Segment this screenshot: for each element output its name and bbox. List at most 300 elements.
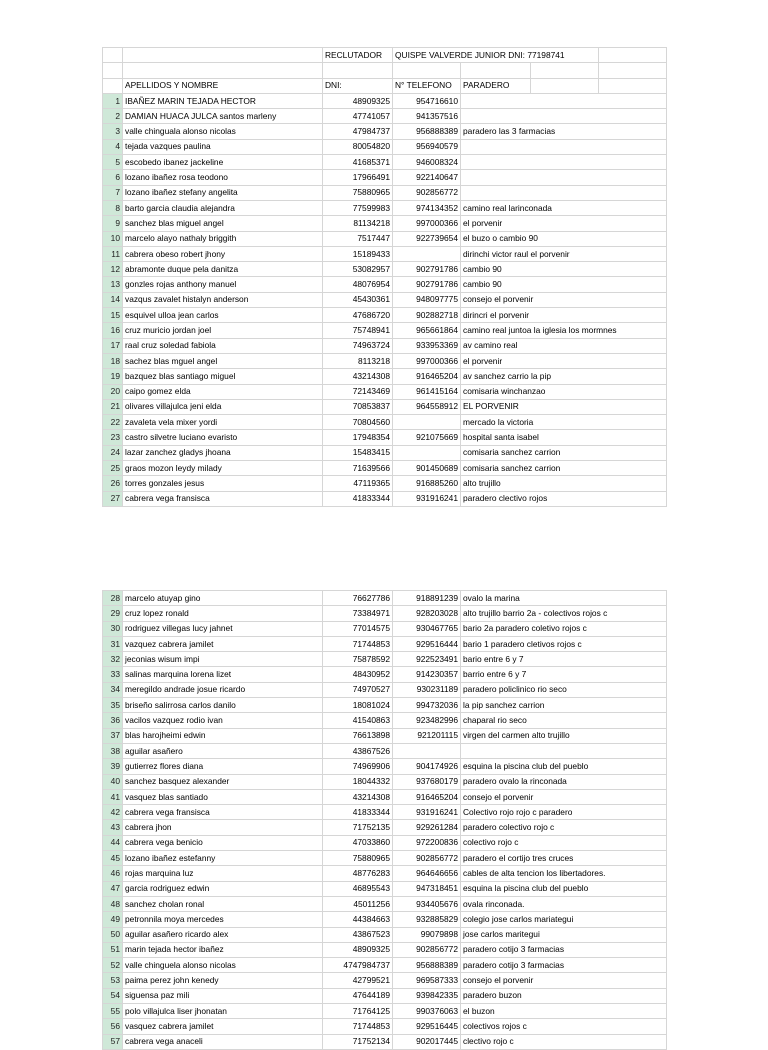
name-cell[interactable]: gutierrez flores diana — [123, 759, 323, 774]
name-cell[interactable]: IBAÑEZ MARIN TEJADA HECTOR — [123, 93, 323, 108]
phone-cell[interactable]: 922140647 — [393, 170, 461, 185]
phone-cell[interactable]: 922523491 — [393, 652, 461, 667]
dni-cell[interactable]: 43214308 — [323, 789, 393, 804]
dni-cell[interactable]: 72143469 — [323, 384, 393, 399]
row-number-cell[interactable]: 36 — [103, 713, 123, 728]
dni-cell[interactable]: 41833344 — [323, 805, 393, 820]
name-cell[interactable]: garcia rodriguez edwin — [123, 881, 323, 896]
phone-cell[interactable]: 933953369 — [393, 338, 461, 353]
name-cell[interactable]: marin tejada hector ibañez — [123, 942, 323, 957]
name-cell[interactable]: cabrera vega fransisca — [123, 805, 323, 820]
paradero-cell[interactable]: bario 1 paradero cletivos rojos c — [461, 636, 667, 651]
row-number-cell[interactable]: 29 — [103, 606, 123, 621]
dni-cell[interactable]: 73384971 — [323, 606, 393, 621]
name-cell[interactable]: jeconias wisum impi — [123, 652, 323, 667]
dni-cell[interactable]: 48909325 — [323, 93, 393, 108]
paradero-cell[interactable]: esquina la piscina club del pueblo — [461, 759, 667, 774]
header-telefono[interactable]: N° TELEFONO — [393, 78, 461, 93]
name-cell[interactable]: vasquez blas santiado — [123, 789, 323, 804]
phone-cell[interactable]: 990376063 — [393, 1004, 461, 1019]
phone-cell[interactable]: 916465204 — [393, 789, 461, 804]
phone-cell[interactable] — [393, 445, 461, 460]
paradero-cell[interactable]: camino real larinconada — [461, 200, 667, 215]
name-cell[interactable]: aguilar asañero ricardo alex — [123, 927, 323, 942]
paradero-cell[interactable]: paradero buzon — [461, 988, 667, 1003]
cell[interactable] — [393, 63, 461, 78]
dni-cell[interactable]: 76627786 — [323, 591, 393, 606]
phone-cell[interactable]: 948097775 — [393, 292, 461, 307]
header-nombre[interactable]: APELLIDOS Y NOMBRE — [123, 78, 323, 93]
dni-cell[interactable]: 80054820 — [323, 139, 393, 154]
name-cell[interactable]: lazar zanchez gladys jhoana — [123, 445, 323, 460]
row-number-cell[interactable]: 6 — [103, 170, 123, 185]
paradero-cell[interactable]: el porvenir — [461, 216, 667, 231]
phone-cell[interactable]: 902856772 — [393, 942, 461, 957]
dni-cell[interactable]: 48909325 — [323, 942, 393, 957]
cell[interactable] — [103, 48, 123, 63]
paradero-cell[interactable] — [461, 170, 667, 185]
row-number-cell[interactable]: 25 — [103, 461, 123, 476]
phone-cell[interactable]: 997000366 — [393, 216, 461, 231]
dni-cell[interactable]: 42799521 — [323, 973, 393, 988]
name-cell[interactable]: sanchez cholan ronal — [123, 896, 323, 911]
name-cell[interactable]: cabrera vega benicio — [123, 835, 323, 850]
name-cell[interactable]: briseño salirrosa carlos danilo — [123, 698, 323, 713]
name-cell[interactable]: torres gonzales jesus — [123, 476, 323, 491]
paradero-cell[interactable]: comisaria sanchez carrion — [461, 445, 667, 460]
name-cell[interactable]: graos mozon leydy milady — [123, 461, 323, 476]
phone-cell[interactable]: 904174926 — [393, 759, 461, 774]
cell[interactable] — [103, 63, 123, 78]
name-cell[interactable]: rodriguez villegas lucy jahnet — [123, 621, 323, 636]
dni-cell[interactable]: 70804560 — [323, 415, 393, 430]
dni-cell[interactable]: 41540863 — [323, 713, 393, 728]
name-cell[interactable]: cruz lopez ronald — [123, 606, 323, 621]
name-cell[interactable]: siguensa paz mili — [123, 988, 323, 1003]
paradero-cell[interactable]: paradero cotijo 3 farmacias — [461, 942, 667, 957]
dni-cell[interactable]: 74970527 — [323, 682, 393, 697]
phone-cell[interactable]: 901450689 — [393, 461, 461, 476]
paradero-cell[interactable]: paradero cotijo 3 farmacias — [461, 958, 667, 973]
row-number-cell[interactable]: 34 — [103, 682, 123, 697]
paradero-cell[interactable]: clectivo rojo c — [461, 1034, 667, 1049]
paradero-cell[interactable]: paradero el cortijo tres cruces — [461, 851, 667, 866]
paradero-cell[interactable]: colectivos rojos c — [461, 1019, 667, 1034]
phone-cell[interactable]: 931916241 — [393, 805, 461, 820]
name-cell[interactable]: sachez blas mguel angel — [123, 353, 323, 368]
row-number-cell[interactable]: 46 — [103, 866, 123, 881]
cell[interactable] — [461, 63, 531, 78]
name-cell[interactable]: vasquez cabrera jamilet — [123, 1019, 323, 1034]
dni-cell[interactable]: 47644189 — [323, 988, 393, 1003]
phone-cell[interactable]: 932885829 — [393, 912, 461, 927]
paradero-cell[interactable]: paradero policlinico rio seco — [461, 682, 667, 697]
paradero-cell[interactable]: alto trujillo — [461, 476, 667, 491]
dni-cell[interactable]: 74963724 — [323, 338, 393, 353]
row-number-cell[interactable]: 4 — [103, 139, 123, 154]
paradero-cell[interactable]: consejo el porvenir — [461, 973, 667, 988]
name-cell[interactable]: gonzles rojas anthony manuel — [123, 277, 323, 292]
dni-cell[interactable]: 17966491 — [323, 170, 393, 185]
recruiter-name[interactable]: QUISPE VALVERDE JUNIOR DNI: 77198741 — [393, 48, 599, 63]
phone-cell[interactable] — [393, 246, 461, 261]
dni-cell[interactable]: 46895543 — [323, 881, 393, 896]
phone-cell[interactable]: 941357516 — [393, 109, 461, 124]
name-cell[interactable]: barto garcia claudia alejandra — [123, 200, 323, 215]
paradero-cell[interactable]: mercado la victoria — [461, 415, 667, 430]
phone-cell[interactable]: 921075669 — [393, 430, 461, 445]
dni-cell[interactable]: 81134218 — [323, 216, 393, 231]
cell[interactable] — [599, 78, 667, 93]
row-number-cell[interactable]: 49 — [103, 912, 123, 927]
dni-cell[interactable]: 45430361 — [323, 292, 393, 307]
name-cell[interactable]: marcelo alayo nathaly briggith — [123, 231, 323, 246]
name-cell[interactable]: raal cruz soledad fabiola — [123, 338, 323, 353]
paradero-cell[interactable]: el buzo o cambio 90 — [461, 231, 667, 246]
row-number-cell[interactable]: 54 — [103, 988, 123, 1003]
phone-cell[interactable]: 916885260 — [393, 476, 461, 491]
dni-cell[interactable]: 71764125 — [323, 1004, 393, 1019]
dni-cell[interactable]: 75880965 — [323, 851, 393, 866]
phone-cell[interactable]: 974134352 — [393, 200, 461, 215]
name-cell[interactable]: castro silvetre luciano evaristo — [123, 430, 323, 445]
row-number-cell[interactable]: 19 — [103, 369, 123, 384]
dni-cell[interactable]: 47033860 — [323, 835, 393, 850]
row-number-cell[interactable]: 57 — [103, 1034, 123, 1049]
row-number-cell[interactable]: 16 — [103, 323, 123, 338]
row-number-cell[interactable]: 18 — [103, 353, 123, 368]
name-cell[interactable]: vacilos vazquez rodio ivan — [123, 713, 323, 728]
row-number-cell[interactable]: 11 — [103, 246, 123, 261]
paradero-cell[interactable]: chaparal rio seco — [461, 713, 667, 728]
row-number-cell[interactable]: 35 — [103, 698, 123, 713]
dni-cell[interactable]: 7517447 — [323, 231, 393, 246]
paradero-cell[interactable]: paradero ovalo la rinconada — [461, 774, 667, 789]
row-number-cell[interactable]: 20 — [103, 384, 123, 399]
dni-cell[interactable]: 75880965 — [323, 185, 393, 200]
paradero-cell[interactable]: cambio 90 — [461, 277, 667, 292]
row-number-cell[interactable]: 22 — [103, 415, 123, 430]
cell[interactable] — [599, 63, 667, 78]
dni-cell[interactable]: 48430952 — [323, 667, 393, 682]
dni-cell[interactable]: 43214308 — [323, 369, 393, 384]
row-number-cell[interactable]: 8 — [103, 200, 123, 215]
dni-cell[interactable]: 18044332 — [323, 774, 393, 789]
name-cell[interactable]: marcelo atuyap gino — [123, 591, 323, 606]
name-cell[interactable]: cabrera vega fransisca — [123, 491, 323, 506]
name-cell[interactable]: sanchez basquez alexander — [123, 774, 323, 789]
dni-cell[interactable]: 17948354 — [323, 430, 393, 445]
phone-cell[interactable]: 922739654 — [393, 231, 461, 246]
cell[interactable] — [599, 48, 667, 63]
phone-cell[interactable]: 969587333 — [393, 973, 461, 988]
paradero-cell[interactable]: el buzon — [461, 1004, 667, 1019]
row-number-cell[interactable]: 26 — [103, 476, 123, 491]
phone-cell[interactable]: 902791786 — [393, 262, 461, 277]
name-cell[interactable]: valle chinguela alonso nicolas — [123, 958, 323, 973]
name-cell[interactable]: blas harojheimi edwin — [123, 728, 323, 743]
row-number-cell[interactable]: 33 — [103, 667, 123, 682]
dni-cell[interactable]: 18081024 — [323, 698, 393, 713]
paradero-cell[interactable]: comisaria sanchez carrion — [461, 461, 667, 476]
name-cell[interactable]: valle chinguala alonso nicolas — [123, 124, 323, 139]
phone-cell[interactable]: 954716610 — [393, 93, 461, 108]
cell[interactable] — [323, 63, 393, 78]
dni-cell[interactable]: 43867526 — [323, 743, 393, 758]
name-cell[interactable]: meregildo andrade josue ricardo — [123, 682, 323, 697]
paradero-cell[interactable]: la pip sanchez carrion — [461, 698, 667, 713]
name-cell[interactable]: polo villajulca liser jhonatan — [123, 1004, 323, 1019]
dni-cell[interactable]: 41685371 — [323, 155, 393, 170]
paradero-cell[interactable]: esquina la piscina club del pueblo — [461, 881, 667, 896]
name-cell[interactable]: lozano ibañez rosa teodono — [123, 170, 323, 185]
phone-cell[interactable]: 956940579 — [393, 139, 461, 154]
dni-cell[interactable]: 41833344 — [323, 491, 393, 506]
dni-cell[interactable]: 75878592 — [323, 652, 393, 667]
phone-cell[interactable]: 934405676 — [393, 896, 461, 911]
name-cell[interactable]: vazqus zavalet histalyn anderson — [123, 292, 323, 307]
row-number-cell[interactable]: 42 — [103, 805, 123, 820]
dni-cell[interactable]: 8113218 — [323, 353, 393, 368]
phone-cell[interactable]: 994732036 — [393, 698, 461, 713]
dni-cell[interactable]: 4747984737 — [323, 958, 393, 973]
phone-cell[interactable]: 916465204 — [393, 369, 461, 384]
row-number-cell[interactable]: 38 — [103, 743, 123, 758]
name-cell[interactable]: abramonte duque pela danitza — [123, 262, 323, 277]
paradero-cell[interactable]: virgen del carmen alto trujillo — [461, 728, 667, 743]
row-number-cell[interactable]: 27 — [103, 491, 123, 506]
name-cell[interactable]: cabrera obeso robert jhony — [123, 246, 323, 261]
phone-cell[interactable]: 902882718 — [393, 308, 461, 323]
row-number-cell[interactable]: 47 — [103, 881, 123, 896]
phone-cell[interactable]: 902856772 — [393, 185, 461, 200]
dni-cell[interactable]: 76613898 — [323, 728, 393, 743]
paradero-cell[interactable]: barrio entre 6 y 7 — [461, 667, 667, 682]
phone-cell[interactable]: 902017445 — [393, 1034, 461, 1049]
row-number-cell[interactable]: 14 — [103, 292, 123, 307]
row-number-cell[interactable]: 10 — [103, 231, 123, 246]
phone-cell[interactable]: 930231189 — [393, 682, 461, 697]
paradero-cell[interactable]: alto trujillo barrio 2a - colectivos rojos c — [461, 606, 667, 621]
phone-cell[interactable]: 929516445 — [393, 1019, 461, 1034]
phone-cell[interactable]: 956888389 — [393, 124, 461, 139]
paradero-cell[interactable]: hospital santa isabel — [461, 430, 667, 445]
name-cell[interactable]: escobedo ibanez jackeline — [123, 155, 323, 170]
paradero-cell[interactable]: paradero clectivo rojos — [461, 491, 667, 506]
paradero-cell[interactable] — [461, 743, 667, 758]
cell[interactable] — [531, 63, 599, 78]
dni-cell[interactable]: 71639566 — [323, 461, 393, 476]
name-cell[interactable]: petronnila moya mercedes — [123, 912, 323, 927]
paradero-cell[interactable] — [461, 109, 667, 124]
row-number-cell[interactable]: 17 — [103, 338, 123, 353]
phone-cell[interactable]: 946008324 — [393, 155, 461, 170]
paradero-cell[interactable]: colegio jose carlos mariategui — [461, 912, 667, 927]
phone-cell[interactable]: 929261284 — [393, 820, 461, 835]
phone-cell[interactable]: 902791786 — [393, 277, 461, 292]
paradero-cell[interactable] — [461, 139, 667, 154]
phone-cell[interactable]: 997000366 — [393, 353, 461, 368]
name-cell[interactable]: salinas marquina lorena lizet — [123, 667, 323, 682]
dni-cell[interactable]: 53082957 — [323, 262, 393, 277]
row-number-cell[interactable]: 30 — [103, 621, 123, 636]
dni-cell[interactable]: 43867523 — [323, 927, 393, 942]
cell[interactable] — [123, 48, 323, 63]
paradero-cell[interactable]: paradero las 3 farmacias — [461, 124, 667, 139]
dni-cell[interactable]: 75748941 — [323, 323, 393, 338]
dni-cell[interactable]: 47686720 — [323, 308, 393, 323]
name-cell[interactable]: zavaleta vela mixer yordi — [123, 415, 323, 430]
name-cell[interactable]: cruz muricio jordan joel — [123, 323, 323, 338]
name-cell[interactable]: cabrera jhon — [123, 820, 323, 835]
row-number-cell[interactable]: 55 — [103, 1004, 123, 1019]
dni-cell[interactable]: 47741057 — [323, 109, 393, 124]
dni-cell[interactable]: 74969906 — [323, 759, 393, 774]
paradero-cell[interactable]: cambio 90 — [461, 262, 667, 277]
paradero-cell[interactable]: consejo el porvenir — [461, 292, 667, 307]
paradero-cell[interactable]: ovalo la marina — [461, 591, 667, 606]
paradero-cell[interactable]: consejo el porvenir — [461, 789, 667, 804]
phone-cell[interactable]: 923482996 — [393, 713, 461, 728]
phone-cell[interactable]: 929516444 — [393, 636, 461, 651]
row-number-cell[interactable]: 13 — [103, 277, 123, 292]
paradero-cell[interactable]: bario entre 6 y 7 — [461, 652, 667, 667]
paradero-cell[interactable]: colectivo rojo c — [461, 835, 667, 850]
row-number-cell[interactable]: 32 — [103, 652, 123, 667]
row-number-cell[interactable]: 15 — [103, 308, 123, 323]
row-number-cell[interactable]: 7 — [103, 185, 123, 200]
dni-cell[interactable]: 15483415 — [323, 445, 393, 460]
paradero-cell[interactable] — [461, 93, 667, 108]
paradero-cell[interactable]: Colectivo rojo rojo c paradero — [461, 805, 667, 820]
dni-cell[interactable]: 77599983 — [323, 200, 393, 215]
name-cell[interactable]: esquivel ulloa jean carlos — [123, 308, 323, 323]
phone-cell[interactable]: 964646656 — [393, 866, 461, 881]
paradero-cell[interactable]: dirincri el porvenir — [461, 308, 667, 323]
paradero-cell[interactable]: cables de alta tencion los libertadores. — [461, 866, 667, 881]
phone-cell[interactable] — [393, 415, 461, 430]
paradero-cell[interactable]: EL PORVENIR — [461, 399, 667, 414]
row-number-cell[interactable]: 3 — [103, 124, 123, 139]
phone-cell[interactable]: 930467765 — [393, 621, 461, 636]
phone-cell[interactable]: 939842335 — [393, 988, 461, 1003]
dni-cell[interactable]: 71744853 — [323, 1019, 393, 1034]
row-number-cell[interactable]: 12 — [103, 262, 123, 277]
name-cell[interactable]: aguilar asañero — [123, 743, 323, 758]
row-number-cell[interactable]: 56 — [103, 1019, 123, 1034]
name-cell[interactable]: caipo gomez elda — [123, 384, 323, 399]
name-cell[interactable]: lozano ibañez estefanny — [123, 851, 323, 866]
name-cell[interactable]: bazquez blas santiago miguel — [123, 369, 323, 384]
paradero-cell[interactable]: camino real juntoa la iglesia los mormnes — [461, 323, 667, 338]
name-cell[interactable]: paima perez john kenedy — [123, 973, 323, 988]
dni-cell[interactable]: 47984737 — [323, 124, 393, 139]
phone-cell[interactable] — [393, 743, 461, 758]
dni-cell[interactable]: 77014575 — [323, 621, 393, 636]
phone-cell[interactable]: 947318451 — [393, 881, 461, 896]
name-cell[interactable]: sanchez blas miguel angel — [123, 216, 323, 231]
phone-cell[interactable]: 965661864 — [393, 323, 461, 338]
row-number-cell[interactable]: 9 — [103, 216, 123, 231]
row-number-cell[interactable]: 5 — [103, 155, 123, 170]
cell[interactable] — [103, 78, 123, 93]
row-number-cell[interactable]: 53 — [103, 973, 123, 988]
row-number-cell[interactable]: 2 — [103, 109, 123, 124]
row-number-cell[interactable]: 43 — [103, 820, 123, 835]
dni-cell[interactable]: 15189433 — [323, 246, 393, 261]
name-cell[interactable]: tejada vazques paulina — [123, 139, 323, 154]
dni-cell[interactable]: 47119365 — [323, 476, 393, 491]
name-cell[interactable]: olivares villajulca jeni elda — [123, 399, 323, 414]
phone-cell[interactable]: 902856772 — [393, 851, 461, 866]
name-cell[interactable]: cabrera vega anaceli — [123, 1034, 323, 1049]
name-cell[interactable]: vazquez cabrera jamilet — [123, 636, 323, 651]
recruiter-label[interactable]: RECLUTADOR — [323, 48, 393, 63]
row-number-cell[interactable]: 1 — [103, 93, 123, 108]
paradero-cell[interactable]: ovala rinconada. — [461, 896, 667, 911]
phone-cell[interactable]: 99079898 — [393, 927, 461, 942]
paradero-cell[interactable]: jose carlos maritegui — [461, 927, 667, 942]
phone-cell[interactable]: 964558912 — [393, 399, 461, 414]
row-number-cell[interactable]: 52 — [103, 958, 123, 973]
name-cell[interactable]: rojas marquina luz — [123, 866, 323, 881]
phone-cell[interactable]: 918891239 — [393, 591, 461, 606]
phone-cell[interactable]: 921201115 — [393, 728, 461, 743]
row-number-cell[interactable]: 39 — [103, 759, 123, 774]
paradero-cell[interactable] — [461, 155, 667, 170]
phone-cell[interactable]: 961415164 — [393, 384, 461, 399]
row-number-cell[interactable]: 28 — [103, 591, 123, 606]
paradero-cell[interactable] — [461, 185, 667, 200]
row-number-cell[interactable]: 24 — [103, 445, 123, 460]
row-number-cell[interactable]: 21 — [103, 399, 123, 414]
dni-cell[interactable]: 71744853 — [323, 636, 393, 651]
paradero-cell[interactable]: av camino real — [461, 338, 667, 353]
paradero-cell[interactable]: paradero colectivo rojo c — [461, 820, 667, 835]
row-number-cell[interactable]: 48 — [103, 896, 123, 911]
dni-cell[interactable]: 44384663 — [323, 912, 393, 927]
paradero-cell[interactable]: dirinchi victor raul el porvenir — [461, 246, 667, 261]
dni-cell[interactable]: 48076954 — [323, 277, 393, 292]
row-number-cell[interactable]: 51 — [103, 942, 123, 957]
phone-cell[interactable]: 931916241 — [393, 491, 461, 506]
dni-cell[interactable]: 70853837 — [323, 399, 393, 414]
header-paradero[interactable]: PARADERO — [461, 78, 531, 93]
row-number-cell[interactable]: 50 — [103, 927, 123, 942]
cell[interactable] — [123, 63, 323, 78]
row-number-cell[interactable]: 31 — [103, 636, 123, 651]
name-cell[interactable]: lozano ibañez stefany angelita — [123, 185, 323, 200]
cell[interactable] — [531, 78, 599, 93]
phone-cell[interactable]: 956888389 — [393, 958, 461, 973]
row-number-cell[interactable]: 45 — [103, 851, 123, 866]
row-number-cell[interactable]: 40 — [103, 774, 123, 789]
row-number-cell[interactable]: 44 — [103, 835, 123, 850]
dni-cell[interactable]: 71752135 — [323, 820, 393, 835]
dni-cell[interactable]: 48776283 — [323, 866, 393, 881]
dni-cell[interactable]: 45011256 — [323, 896, 393, 911]
header-dni[interactable]: DNI: — [323, 78, 393, 93]
paradero-cell[interactable]: el porvenir — [461, 353, 667, 368]
paradero-cell[interactable]: bario 2a paradero coletivo rojos c — [461, 621, 667, 636]
paradero-cell[interactable]: av sanchez carrio la pip — [461, 369, 667, 384]
row-number-cell[interactable]: 37 — [103, 728, 123, 743]
row-number-cell[interactable]: 41 — [103, 789, 123, 804]
name-cell[interactable]: DAMIAN HUACA JULCA santos marleny — [123, 109, 323, 124]
row-number-cell[interactable]: 23 — [103, 430, 123, 445]
phone-cell[interactable]: 928203028 — [393, 606, 461, 621]
dni-cell[interactable]: 71752134 — [323, 1034, 393, 1049]
